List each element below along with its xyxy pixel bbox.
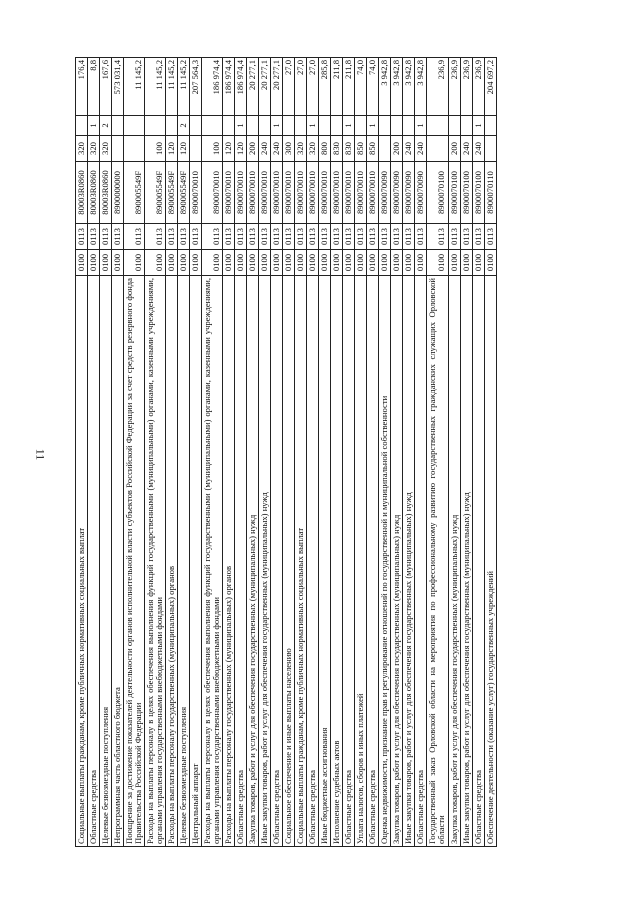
- row-amount-cell: 3 942,8: [403, 58, 415, 116]
- row-source-cell: 1: [472, 116, 484, 136]
- row-expense-type-cell: 320: [88, 136, 100, 162]
- row-amount-cell: 27,0: [295, 58, 307, 116]
- row-source-cell: [202, 116, 223, 136]
- row-expense-type-cell: 120: [223, 136, 235, 162]
- table-row: [76, 58, 88, 847]
- row-section-cell: 0100: [124, 250, 145, 276]
- row-name-cell: Уплата налогов, сборов и иных платежей: [355, 276, 367, 847]
- row-subsection-cell: 0113: [283, 224, 295, 250]
- row-expense-type-cell: [379, 136, 391, 162]
- row-target-article-cell: 80003R0860: [76, 162, 88, 224]
- row-amount-cell: 186 974,4: [235, 58, 247, 116]
- row-subsection-cell: 0113: [295, 224, 307, 250]
- table-row: [223, 58, 235, 847]
- table-row: [112, 58, 124, 847]
- row-amount-cell: 11 145,2: [166, 58, 178, 116]
- row-target-article-cell: 890005549F: [124, 162, 145, 224]
- row-target-article-cell: 8900070010: [307, 162, 319, 224]
- row-target-article-cell: 8900070110: [484, 162, 496, 224]
- row-section-cell: 0100: [76, 250, 88, 276]
- row-amount-cell: 8,8: [88, 58, 100, 116]
- row-section-cell: 0100: [379, 250, 391, 276]
- row-subsection-cell: 0113: [484, 224, 496, 250]
- row-amount-cell: 20 277,1: [247, 58, 259, 116]
- row-section-cell: 0100: [190, 250, 202, 276]
- row-source-cell: [145, 116, 166, 136]
- row-subsection-cell: 0113: [178, 224, 190, 250]
- row-amount-cell: 236,9: [472, 58, 484, 116]
- row-source-cell: [295, 116, 307, 136]
- row-subsection-cell: 0113: [259, 224, 271, 250]
- row-target-article-cell: 8900070090: [391, 162, 403, 224]
- table-row: [295, 58, 307, 847]
- row-expense-type-cell: [112, 136, 124, 162]
- row-name-cell: Областные средства: [343, 276, 355, 847]
- row-subsection-cell: 0113: [472, 224, 484, 250]
- row-subsection-cell: 0113: [460, 224, 472, 250]
- row-amount-cell: 3 942,8: [379, 58, 391, 116]
- table-row: [124, 58, 145, 847]
- row-source-cell: 1: [271, 116, 283, 136]
- table-row: [259, 58, 271, 847]
- row-section-cell: 0100: [403, 250, 415, 276]
- table-row: [448, 58, 460, 847]
- row-section-cell: 0100: [331, 250, 343, 276]
- row-target-article-cell: 8900070090: [379, 162, 391, 224]
- row-name-cell: Областные средства: [472, 276, 484, 847]
- table-row: [190, 58, 202, 847]
- row-target-article-cell: 8900070010: [295, 162, 307, 224]
- row-expense-type-cell: [427, 136, 448, 162]
- row-name-cell: Иные закупки товаров, работ и услуг для обеспечения государственных (муниципальных) нужд: [403, 276, 415, 847]
- row-source-cell: [403, 116, 415, 136]
- row-target-article-cell: 8900070010: [355, 162, 367, 224]
- row-amount-cell: 167,6: [100, 58, 112, 116]
- row-source-cell: [283, 116, 295, 136]
- row-subsection-cell: 0113: [202, 224, 223, 250]
- row-section-cell: 0100: [319, 250, 331, 276]
- row-section-cell: 0100: [343, 250, 355, 276]
- row-source-cell: [124, 116, 145, 136]
- row-amount-cell: 186 974,4: [223, 58, 235, 116]
- row-expense-type-cell: 320: [76, 136, 88, 162]
- row-name-cell: Государственный заказ Орловской области на мероприятия по профессиональному развитию государственных гражданских служащих Орловской области: [427, 276, 448, 847]
- table-row: [202, 58, 223, 847]
- row-target-article-cell: 8900070010: [259, 162, 271, 224]
- row-expense-type-cell: 320: [307, 136, 319, 162]
- row-source-cell: [247, 116, 259, 136]
- row-expense-type-cell: 850: [355, 136, 367, 162]
- row-name-cell: Поощрение за достижение показателей деятельности органов исполнительной власти субъектов Российской Федерации за счет средств резервного фонда Правительства Российской Федерации: [124, 276, 145, 847]
- table-row: [88, 58, 100, 847]
- row-source-cell: 1: [367, 116, 379, 136]
- row-subsection-cell: 0113: [379, 224, 391, 250]
- row-subsection-cell: 0113: [145, 224, 166, 250]
- row-target-article-cell: 8900070010: [367, 162, 379, 224]
- table-row: [271, 58, 283, 847]
- row-section-cell: 0100: [202, 250, 223, 276]
- row-source-cell: 1: [235, 116, 247, 136]
- row-subsection-cell: 0113: [415, 224, 427, 250]
- row-target-article-cell: 8900070090: [415, 162, 427, 224]
- row-subsection-cell: 0113: [343, 224, 355, 250]
- table-row: [283, 58, 295, 847]
- budget-table-body: [76, 58, 497, 847]
- row-name-cell: Расходы на выплаты персоналу в целях обеспечения выполнения функций государственными (муниципальными) органами, казенными учреждениями, органами управления государственными внебюджетными фондами: [145, 276, 166, 847]
- row-amount-cell: 236,9: [427, 58, 448, 116]
- row-amount-cell: 285,8: [319, 58, 331, 116]
- row-target-article-cell: 8900070010: [247, 162, 259, 224]
- row-source-cell: [76, 116, 88, 136]
- row-section-cell: 0100: [484, 250, 496, 276]
- row-expense-type-cell: 120: [178, 136, 190, 162]
- row-amount-cell: 176,4: [76, 58, 88, 116]
- budget-table: [75, 57, 497, 847]
- table-row: [307, 58, 319, 847]
- page-number: 11: [33, 448, 48, 461]
- row-section-cell: 0100: [295, 250, 307, 276]
- row-name-cell: Иные закупки товаров, работ и услуг для обеспечения государственных (муниципальных) нужд: [460, 276, 472, 847]
- row-section-cell: 0100: [166, 250, 178, 276]
- row-name-cell: Исполнение судебных актов: [331, 276, 343, 847]
- row-expense-type-cell: 240: [472, 136, 484, 162]
- row-target-article-cell: 890005549F: [166, 162, 178, 224]
- row-amount-cell: 74,0: [367, 58, 379, 116]
- row-subsection-cell: 0113: [190, 224, 202, 250]
- row-subsection-cell: 0113: [331, 224, 343, 250]
- row-name-cell: Областные средства: [367, 276, 379, 847]
- row-section-cell: 0100: [391, 250, 403, 276]
- row-amount-cell: 11 145,2: [145, 58, 166, 116]
- row-target-article-cell: 8900070010: [331, 162, 343, 224]
- row-subsection-cell: 0113: [76, 224, 88, 250]
- row-expense-type-cell: 830: [343, 136, 355, 162]
- row-expense-type-cell: 850: [367, 136, 379, 162]
- row-name-cell: Областные средства: [235, 276, 247, 847]
- row-section-cell: 0100: [178, 250, 190, 276]
- row-source-cell: [223, 116, 235, 136]
- table-row: [343, 58, 355, 847]
- row-target-article-cell: 8900070010: [283, 162, 295, 224]
- row-target-article-cell: 80003R0860: [100, 162, 112, 224]
- row-source-cell: [259, 116, 271, 136]
- row-section-cell: 0100: [307, 250, 319, 276]
- row-expense-type-cell: 240: [415, 136, 427, 162]
- row-source-cell: [331, 116, 343, 136]
- row-amount-cell: 27,0: [283, 58, 295, 116]
- row-amount-cell: 20 277,1: [271, 58, 283, 116]
- row-section-cell: 0100: [271, 250, 283, 276]
- row-expense-type-cell: 200: [448, 136, 460, 162]
- table-row: [355, 58, 367, 847]
- row-amount-cell: 573 031,4: [112, 58, 124, 116]
- row-source-cell: [379, 116, 391, 136]
- table-row: [460, 58, 472, 847]
- row-amount-cell: 3 942,8: [391, 58, 403, 116]
- table-row: [391, 58, 403, 847]
- row-amount-cell: 3 942,8: [415, 58, 427, 116]
- row-subsection-cell: 0113: [223, 224, 235, 250]
- row-expense-type-cell: 120: [235, 136, 247, 162]
- row-expense-type-cell: 120: [166, 136, 178, 162]
- row-source-cell: [166, 116, 178, 136]
- row-subsection-cell: 0113: [448, 224, 460, 250]
- row-target-article-cell: 8900070010: [271, 162, 283, 224]
- row-name-cell: Расходы на выплаты персоналу в целях обеспечения выполнения функций государственными (муниципальными) органами, казенными учреждениями, органами управления государственными внебюджетными фондами: [202, 276, 223, 847]
- row-expense-type-cell: [124, 136, 145, 162]
- row-amount-cell: 236,9: [460, 58, 472, 116]
- row-name-cell: Расходы на выплаты персоналу государственных (муниципальных) органов: [166, 276, 178, 847]
- row-section-cell: 0100: [88, 250, 100, 276]
- row-amount-cell: 236,9: [448, 58, 460, 116]
- row-name-cell: Закупка товаров, работ и услуг для обеспечения государственных (муниципальных) нужд: [391, 276, 403, 847]
- table-row: [379, 58, 391, 847]
- row-expense-type-cell: 800: [319, 136, 331, 162]
- row-subsection-cell: 0113: [235, 224, 247, 250]
- row-name-cell: Целевые безвозмездные поступления: [178, 276, 190, 847]
- row-section-cell: 0100: [367, 250, 379, 276]
- row-name-cell: Непрограммная часть областного бюджета: [112, 276, 124, 847]
- rotated-page-content: [75, 57, 565, 847]
- row-amount-cell: 211,8: [343, 58, 355, 116]
- row-source-cell: [319, 116, 331, 136]
- row-target-article-cell: 8900070100: [460, 162, 472, 224]
- row-name-cell: Закупка товаров, работ и услуг для обеспечения государственных (муниципальных) нужд: [247, 276, 259, 847]
- row-name-cell: Целевые безвозмездные поступления: [100, 276, 112, 847]
- row-section-cell: 0100: [355, 250, 367, 276]
- row-expense-type-cell: [190, 136, 202, 162]
- row-section-cell: 0100: [448, 250, 460, 276]
- row-amount-cell: 20 277,1: [259, 58, 271, 116]
- row-subsection-cell: 0113: [271, 224, 283, 250]
- row-section-cell: 0100: [145, 250, 166, 276]
- row-source-cell: [190, 116, 202, 136]
- table-row: [247, 58, 259, 847]
- row-expense-type-cell: [484, 136, 496, 162]
- row-target-article-cell: 8900070010: [223, 162, 235, 224]
- table-row: [427, 58, 448, 847]
- row-target-article-cell: 8900070100: [448, 162, 460, 224]
- row-source-cell: [448, 116, 460, 136]
- row-name-cell: Иные закупки товаров, работ и услуг для обеспечения государственных (муниципальных) нужд: [259, 276, 271, 847]
- row-target-article-cell: 8900070010: [343, 162, 355, 224]
- row-expense-type-cell: 100: [202, 136, 223, 162]
- table-row: [166, 58, 178, 847]
- row-source-cell: 1: [307, 116, 319, 136]
- row-name-cell: Оценка недвижимости, признание прав и регулирование отношений по государственной и муниципальной собственности: [379, 276, 391, 847]
- row-amount-cell: 207 564,3: [190, 58, 202, 116]
- table-row: [235, 58, 247, 847]
- row-amount-cell: 11 145,2: [124, 58, 145, 116]
- table-row: [484, 58, 496, 847]
- table-row: [415, 58, 427, 847]
- row-source-cell: 1: [343, 116, 355, 136]
- table-row: [178, 58, 190, 847]
- row-subsection-cell: 0113: [367, 224, 379, 250]
- row-name-cell: Закупка товаров, работ и услуг для обеспечения государственных (муниципальных) нужд: [448, 276, 460, 847]
- row-source-cell: [355, 116, 367, 136]
- row-section-cell: 0100: [427, 250, 448, 276]
- row-amount-cell: 74,0: [355, 58, 367, 116]
- row-source-cell: [391, 116, 403, 136]
- row-section-cell: 0100: [283, 250, 295, 276]
- row-source-cell: [460, 116, 472, 136]
- row-name-cell: Социальные выплаты гражданам, кроме публичных нормативных социальных выплат: [76, 276, 88, 847]
- row-source-cell: [427, 116, 448, 136]
- table-row: [367, 58, 379, 847]
- row-source-cell: [112, 116, 124, 136]
- row-subsection-cell: 0113: [391, 224, 403, 250]
- row-subsection-cell: 0113: [403, 224, 415, 250]
- row-name-cell: Областные средства: [88, 276, 100, 847]
- row-subsection-cell: 0113: [247, 224, 259, 250]
- row-subsection-cell: 0113: [112, 224, 124, 250]
- row-subsection-cell: 0113: [100, 224, 112, 250]
- row-subsection-cell: 0113: [307, 224, 319, 250]
- row-amount-cell: 204 697,2: [484, 58, 496, 116]
- row-target-article-cell: 8900070100: [427, 162, 448, 224]
- row-expense-type-cell: 240: [460, 136, 472, 162]
- row-section-cell: 0100: [247, 250, 259, 276]
- row-target-article-cell: 80003R0860: [88, 162, 100, 224]
- row-subsection-cell: 0113: [166, 224, 178, 250]
- row-subsection-cell: 0113: [88, 224, 100, 250]
- row-expense-type-cell: 200: [247, 136, 259, 162]
- row-name-cell: Социальное обеспечение и иные выплаты населению: [283, 276, 295, 847]
- row-name-cell: Областные средства: [307, 276, 319, 847]
- row-subsection-cell: 0113: [124, 224, 145, 250]
- row-name-cell: Социальные выплаты гражданам, кроме публичных нормативных социальных выплат: [295, 276, 307, 847]
- row-target-article-cell: 8900070010: [235, 162, 247, 224]
- row-section-cell: 0100: [235, 250, 247, 276]
- row-target-article-cell: 8900070100: [472, 162, 484, 224]
- row-target-article-cell: 8900070090: [403, 162, 415, 224]
- table-row: [403, 58, 415, 847]
- row-subsection-cell: 0113: [355, 224, 367, 250]
- row-name-cell: Расходы на выплаты персоналу государственных (муниципальных) органов: [223, 276, 235, 847]
- row-name-cell: Областные средства: [271, 276, 283, 847]
- row-target-article-cell: 8900070010: [190, 162, 202, 224]
- row-name-cell: Обеспечение деятельности (оказание услуг) государственных учреждений: [484, 276, 496, 847]
- row-section-cell: 0100: [112, 250, 124, 276]
- row-source-cell: [484, 116, 496, 136]
- row-amount-cell: 27,0: [307, 58, 319, 116]
- row-target-article-cell: 890005549F: [145, 162, 166, 224]
- row-section-cell: 0100: [460, 250, 472, 276]
- row-expense-type-cell: 240: [403, 136, 415, 162]
- row-subsection-cell: 0113: [427, 224, 448, 250]
- row-expense-type-cell: 240: [271, 136, 283, 162]
- row-expense-type-cell: 300: [283, 136, 295, 162]
- row-section-cell: 0100: [415, 250, 427, 276]
- table-row: [472, 58, 484, 847]
- row-amount-cell: 211,8: [331, 58, 343, 116]
- row-amount-cell: 11 145,2: [178, 58, 190, 116]
- row-section-cell: 0100: [223, 250, 235, 276]
- row-expense-type-cell: 100: [145, 136, 166, 162]
- row-section-cell: 0100: [100, 250, 112, 276]
- row-expense-type-cell: 240: [259, 136, 271, 162]
- row-name-cell: Центральный аппарат: [190, 276, 202, 847]
- row-target-article-cell: 890005549F: [178, 162, 190, 224]
- table-row: [331, 58, 343, 847]
- row-source-cell: 2: [100, 116, 112, 136]
- row-source-cell: 1: [88, 116, 100, 136]
- row-subsection-cell: 0113: [319, 224, 331, 250]
- row-expense-type-cell: 200: [391, 136, 403, 162]
- row-target-article-cell: 8900000000: [112, 162, 124, 224]
- row-name-cell: Областные средства: [415, 276, 427, 847]
- row-target-article-cell: 8900070010: [202, 162, 223, 224]
- row-amount-cell: 186 974,4: [202, 58, 223, 116]
- table-row: [319, 58, 331, 847]
- row-section-cell: 0100: [259, 250, 271, 276]
- row-expense-type-cell: 320: [100, 136, 112, 162]
- row-expense-type-cell: 830: [331, 136, 343, 162]
- row-source-cell: 2: [178, 116, 190, 136]
- row-source-cell: 1: [415, 116, 427, 136]
- row-expense-type-cell: 320: [295, 136, 307, 162]
- row-target-article-cell: 8900070010: [319, 162, 331, 224]
- row-name-cell: Иные бюджетные ассигнования: [319, 276, 331, 847]
- table-row: [145, 58, 166, 847]
- row-section-cell: 0100: [472, 250, 484, 276]
- table-row: [100, 58, 112, 847]
